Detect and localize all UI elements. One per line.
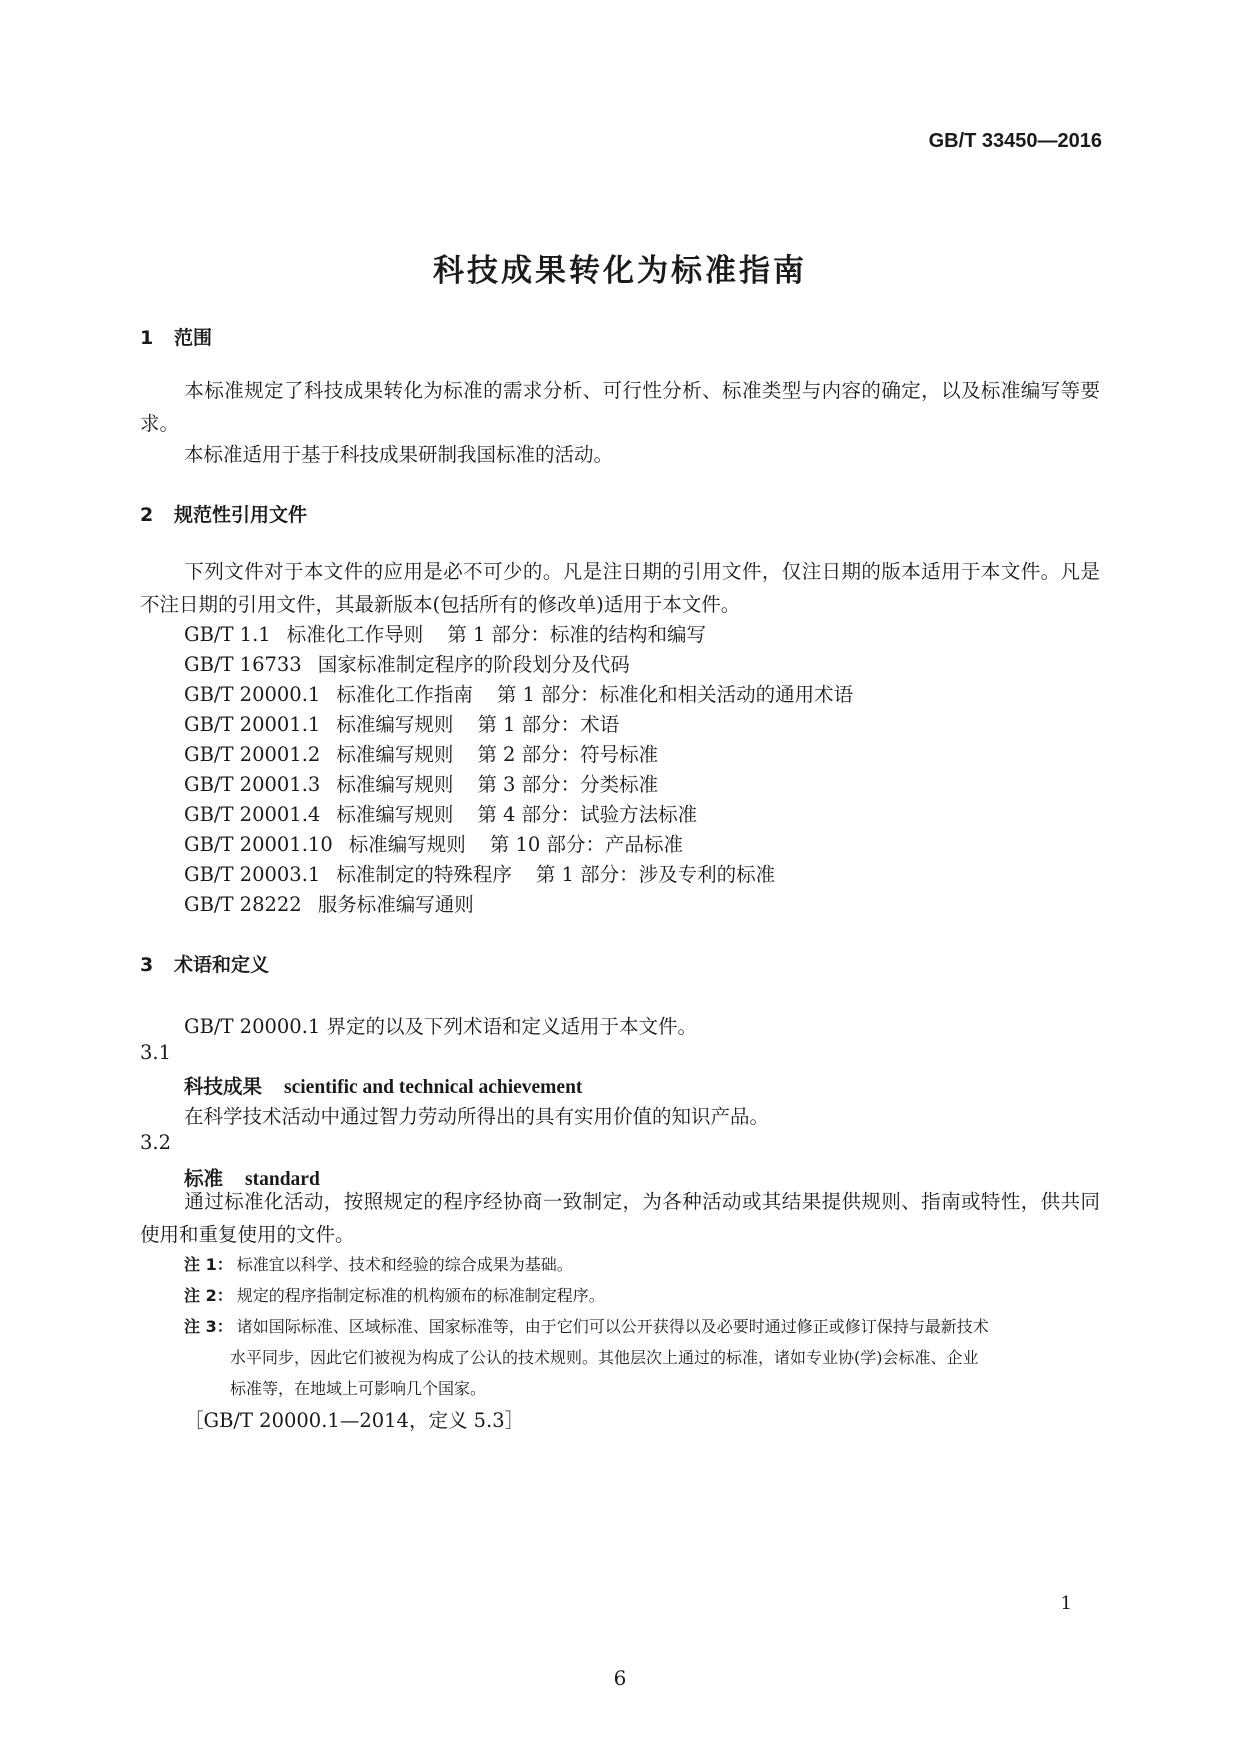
reference-part: 第 1 部分：标准化和相关活动的通用术语: [496, 683, 854, 706]
section-title: 规范性引用文件: [174, 504, 308, 526]
paragraph-text: 下列文件对于本文件的应用是必不可少的。凡是注日期的引用文件，仅注日期的版本适用于本文: [184, 560, 1021, 583]
reference-title: 国家标准制定程序的阶段划分及代码: [317, 653, 630, 676]
reference-code: GB/T 20001.10: [184, 833, 333, 856]
note-1: [184, 1252, 573, 1275]
page-number-small: 1: [1060, 1593, 1072, 1614]
reference-part: 第 1 部分：涉及专利的标准: [535, 863, 776, 886]
paragraph-text-cont: 写等要求。: [140, 379, 1100, 435]
scope-paragraph-2: [140, 438, 1100, 471]
definition-source: ［GB/T 20000.1—2014，定义 5.3］: [184, 1409, 525, 1432]
reference-title: 服务标准编写通则: [317, 893, 474, 916]
note-label: 注 1：: [184, 1255, 233, 1274]
reference-item: [184, 709, 619, 737]
term-en: standard: [245, 1169, 320, 1190]
reference-code: GB/T 20000.1: [184, 683, 321, 706]
note-text: 规定的程序指制定标准的机构颁布的标准制定程序。: [236, 1286, 605, 1305]
section-number: 3: [140, 954, 154, 976]
section-title: 范围: [174, 327, 213, 349]
note-3-continuation: 水平同步，因此它们被视为构成了公认的技术规则。其他层次上通过的标准，诸如专业协(学)会标准、企业: [230, 1348, 979, 1367]
document-title: 科技成果转化为标准指南: [433, 253, 807, 289]
section-number: 1: [140, 327, 154, 349]
note-label: 注 3：: [184, 1317, 233, 1336]
section-title: 术语和定义: [174, 954, 270, 976]
note-3: [184, 1314, 989, 1337]
reference-item: [184, 859, 775, 887]
section-2-heading: [140, 500, 307, 527]
reference-code: GB/T 20003.1: [184, 863, 321, 886]
reference-part: 第 4 部分：试验方法标准: [477, 803, 698, 826]
reference-item: [184, 679, 853, 707]
term-entry-3-1: [184, 1071, 582, 1099]
reference-code: GB/T 28222: [184, 893, 302, 916]
reference-item: [184, 889, 498, 917]
standard-number: GB/T 33450—2016: [928, 130, 1102, 152]
note-label: 注 2：: [184, 1286, 233, 1305]
clause-number-3-1: 3.1: [140, 1041, 172, 1064]
scope-paragraph-1: [140, 374, 1100, 440]
note-2: [184, 1283, 605, 1306]
reference-code: GB/T 1.1: [184, 623, 271, 646]
paragraph-text: 本标准适用于基于科技成果研制我国标准的活动。: [184, 443, 614, 466]
section-1-heading: [140, 323, 212, 350]
term-en: scientific and technical achievement: [284, 1077, 583, 1098]
reference-title: 标准化工作指南: [336, 683, 473, 706]
reference-item: [184, 739, 658, 767]
section-3-heading: [140, 950, 269, 977]
reference-code: GB/T 20001.3: [184, 773, 321, 796]
reference-item: [184, 619, 706, 647]
reference-title: 标准编写规则: [336, 713, 454, 736]
term-definition-3-2: [140, 1185, 1100, 1251]
reference-title: 标准编写规则: [336, 803, 454, 826]
reference-item: [184, 799, 697, 827]
reference-code: GB/T 20001.1: [184, 713, 321, 736]
reference-part: 第 1 部分：术语: [477, 713, 620, 736]
reference-item: [184, 649, 654, 677]
reference-part: 第 10 部分：产品标准: [489, 833, 683, 856]
paragraph-text: 通过标准化活动，按照规定的程序经协商一致制定，为各种活动或其结果提供规则、指南或特性，供: [184, 1190, 1061, 1213]
note-3-continuation: 标准等，在地域上可影响几个国家。: [230, 1379, 487, 1398]
reference-code: GB/T 20001.2: [184, 743, 321, 766]
term-definition-3-1: 在科学技术活动中通过智力劳动所得出的具有实用价值的知识产品。: [184, 1105, 770, 1128]
paragraph-text: 本标准规定了科技成果转化为标准的需求分析、可行性分析、标准类型与内容的确定，以及标准编: [184, 379, 1041, 402]
reference-part: 第 3 部分：分类标准: [477, 773, 659, 796]
reference-part: 第 2 部分：符号标准: [477, 743, 659, 766]
reference-code: GB/T 20001.4: [184, 803, 321, 826]
note-text: 标准宜以科学、技术和经验的综合成果为基础。: [236, 1255, 573, 1274]
reference-part: 第 1 部分：标准的结构和编写: [447, 623, 707, 646]
reference-title: 标准化工作导则: [286, 623, 424, 646]
term-zh: 标准: [184, 1167, 224, 1190]
page-number: 6: [613, 1666, 627, 1690]
paragraph-text-cont: 件。凡是不注日期的引用文件，其最新版本(包括所有的修改单)适用于本文件。: [140, 560, 1100, 616]
note-text: 诸如国际标准、区域标准、国家标准等，由于它们可以公开获得以及必要时通过修正或修订保持与最新技术: [236, 1317, 989, 1336]
section-number: 2: [140, 504, 154, 526]
paragraph-text-cont: 共同使用和重复使用的文件。: [140, 1190, 1100, 1246]
reference-item: [184, 829, 683, 857]
term-zh: 科技成果: [184, 1075, 263, 1098]
normative-references-intro: [140, 555, 1100, 621]
reference-title: 标准编写规则: [336, 773, 454, 796]
reference-title: 标准编写规则: [348, 833, 466, 856]
clause-number-3-2: 3.2: [140, 1131, 172, 1154]
reference-title: 标准制定的特殊程序: [336, 863, 512, 886]
terms-intro: GB/T 20000.1 界定的以及下列术语和定义适用于本文件。: [184, 1015, 698, 1038]
reference-item: [184, 769, 658, 797]
reference-title: 标准编写规则: [336, 743, 454, 766]
reference-code: GB/T 16733: [184, 653, 302, 676]
